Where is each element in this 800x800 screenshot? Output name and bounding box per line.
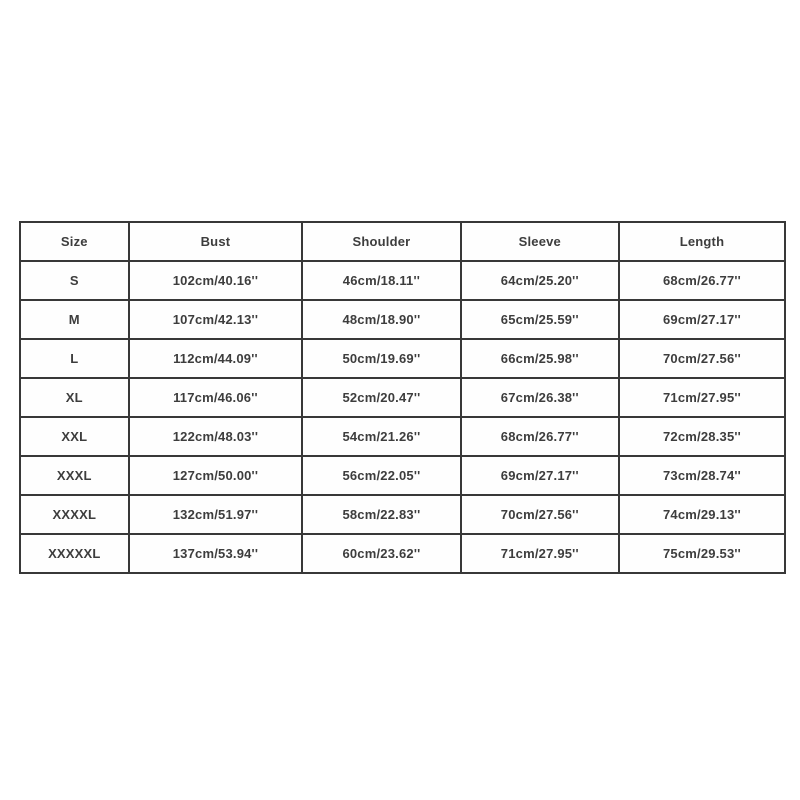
size-label-cell: XL — [20, 378, 129, 417]
table-header — [20, 222, 785, 261]
measurement-cell: 137cm/53.94'' — [129, 534, 303, 573]
measurement-cell: 117cm/46.06'' — [129, 378, 303, 417]
measurement-cell: 52cm/20.47'' — [302, 378, 460, 417]
table-row — [20, 261, 785, 300]
size-label-cell: M — [20, 300, 129, 339]
measurement-cell: 69cm/27.17'' — [619, 300, 785, 339]
measurement-cell: 58cm/22.83'' — [302, 495, 460, 534]
size-chart-table — [19, 221, 786, 574]
size-label-cell: S — [20, 261, 129, 300]
measurement-cell: 64cm/25.20'' — [461, 261, 619, 300]
measurement-cell: 122cm/48.03'' — [129, 417, 303, 456]
measurement-cell: 70cm/27.56'' — [461, 495, 619, 534]
column-header-sleeve: Sleeve — [461, 222, 619, 261]
column-header-bust: Bust — [129, 222, 303, 261]
measurement-cell: 70cm/27.56'' — [619, 339, 785, 378]
measurement-cell: 132cm/51.97'' — [129, 495, 303, 534]
measurement-cell: 68cm/26.77'' — [461, 417, 619, 456]
measurement-cell: 71cm/27.95'' — [461, 534, 619, 573]
measurement-cell: 46cm/18.11'' — [302, 261, 460, 300]
measurement-cell: 74cm/29.13'' — [619, 495, 785, 534]
table-row — [20, 339, 785, 378]
table-row — [20, 417, 785, 456]
table-row — [20, 534, 785, 573]
table-row — [20, 456, 785, 495]
header-row — [20, 222, 785, 261]
measurement-cell: 72cm/28.35'' — [619, 417, 785, 456]
table-row — [20, 300, 785, 339]
measurement-cell: 102cm/40.16'' — [129, 261, 303, 300]
table-row — [20, 495, 785, 534]
size-label-cell: XXL — [20, 417, 129, 456]
measurement-cell: 69cm/27.17'' — [461, 456, 619, 495]
measurement-cell: 65cm/25.59'' — [461, 300, 619, 339]
measurement-cell: 66cm/25.98'' — [461, 339, 619, 378]
measurement-cell: 67cm/26.38'' — [461, 378, 619, 417]
measurement-cell: 56cm/22.05'' — [302, 456, 460, 495]
measurement-cell: 60cm/23.62'' — [302, 534, 460, 573]
size-label-cell: XXXXXL — [20, 534, 129, 573]
table-row — [20, 378, 785, 417]
measurement-cell: 112cm/44.09'' — [129, 339, 303, 378]
measurement-cell: 73cm/28.74'' — [619, 456, 785, 495]
measurement-cell: 75cm/29.53'' — [619, 534, 785, 573]
column-header-length: Length — [619, 222, 785, 261]
size-label-cell: L — [20, 339, 129, 378]
column-header-shoulder: Shoulder — [302, 222, 460, 261]
measurement-cell: 127cm/50.00'' — [129, 456, 303, 495]
measurement-cell: 71cm/27.95'' — [619, 378, 785, 417]
size-label-cell: XXXL — [20, 456, 129, 495]
measurement-cell: 48cm/18.90'' — [302, 300, 460, 339]
size-label-cell: XXXXL — [20, 495, 129, 534]
measurement-cell: 50cm/19.69'' — [302, 339, 460, 378]
measurement-cell: 107cm/42.13'' — [129, 300, 303, 339]
column-header-size: Size — [20, 222, 129, 261]
measurement-cell: 68cm/26.77'' — [619, 261, 785, 300]
table-body — [20, 261, 785, 573]
measurement-cell: 54cm/21.26'' — [302, 417, 460, 456]
